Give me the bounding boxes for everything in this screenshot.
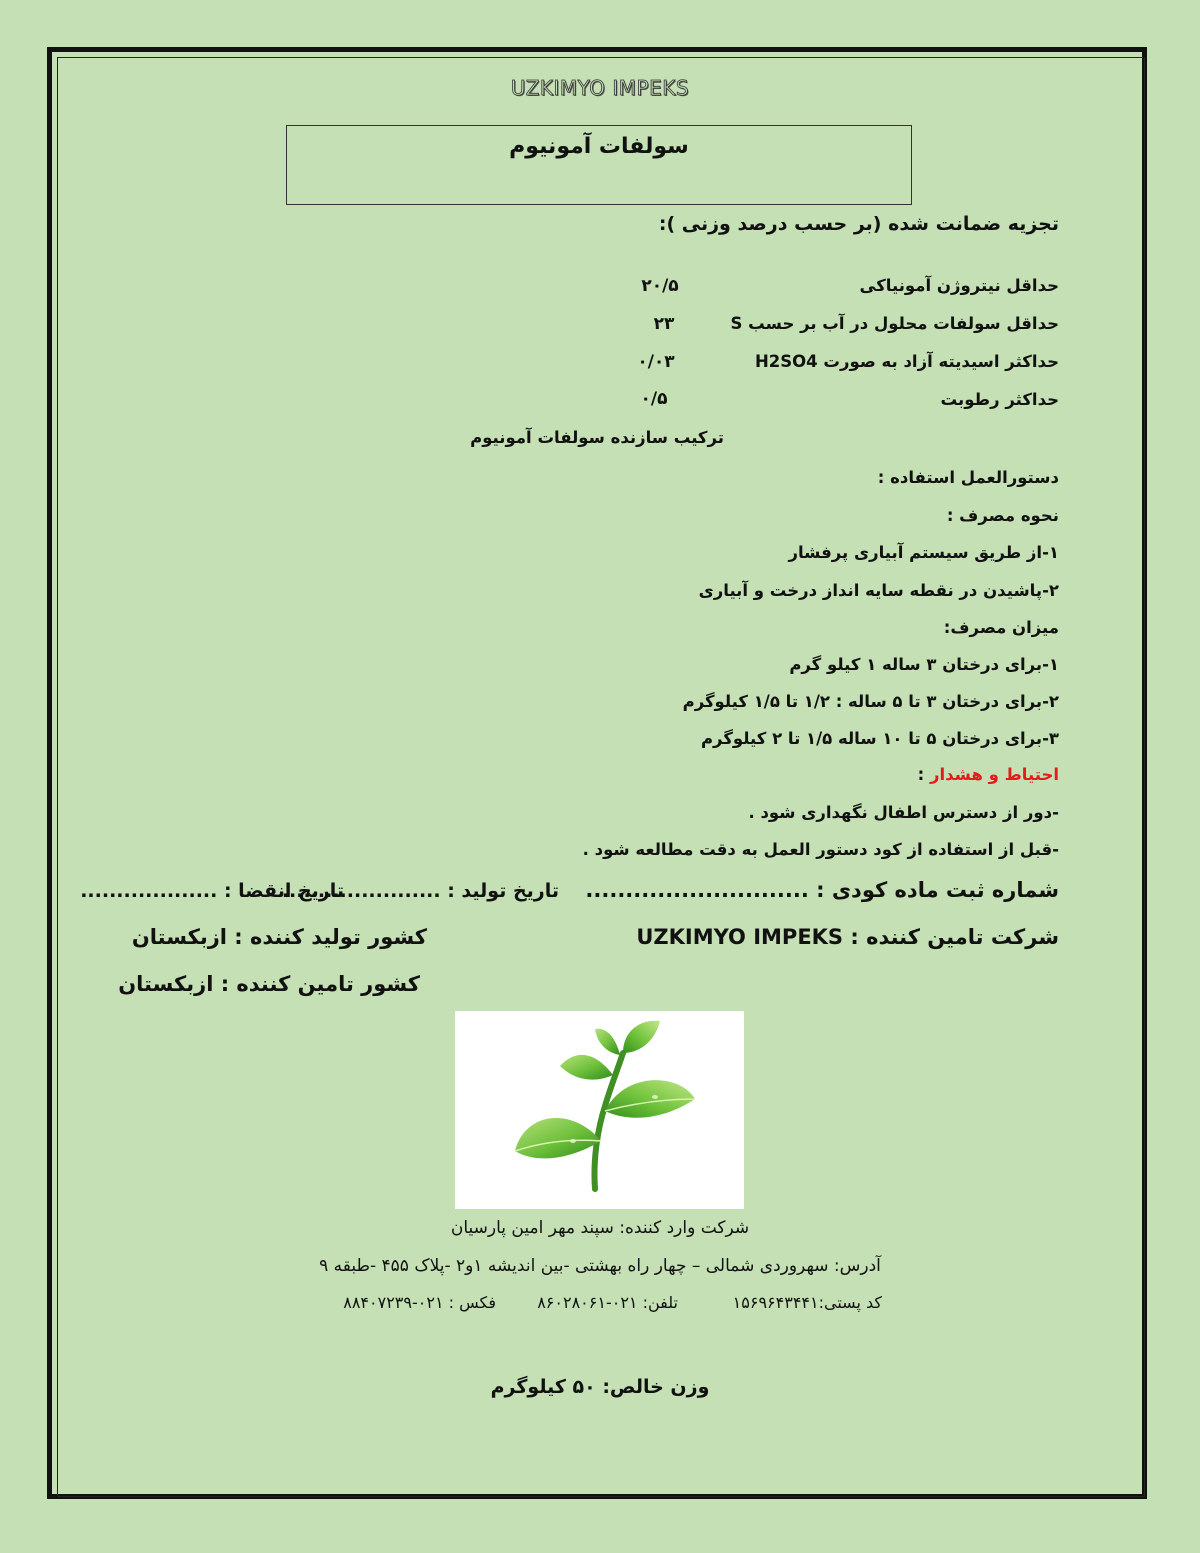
analysis-value-nitrogen: ۲۰/۵ [641, 276, 679, 296]
instructions-heading: دستورالعمل استفاده : [877, 468, 1059, 487]
analysis-label-nitrogen: حداقل نیتروژن آمونیاکی [859, 276, 1059, 295]
warning-colon: : [917, 765, 930, 784]
analysis-value-sulfate: ۲۳ [653, 314, 675, 334]
analysis-label-acidity: حداکثر اسیدیته آزاد به صورت H2SO4 [754, 352, 1059, 371]
warning-heading: احتیاط و هشدار [929, 765, 1059, 784]
method-item-2: ۲-پاشیدن در نقطه سایه انداز درخت و آبیاری [698, 581, 1059, 600]
importer: شرکت وارد کننده: سپند مهر امین پارسیان [450, 1218, 750, 1238]
product-title: سولفات آمونیوم [509, 134, 689, 159]
analysis-heading: تجزیه ضمانت شده (بر حسب درصد وزنی ): [658, 213, 1059, 235]
warning-item-2: -قبل از استفاده از کود دستور العمل به دقت مطالعه شود . [582, 840, 1059, 859]
plant-image [455, 1011, 744, 1209]
brand-heading: UZKIMYO IMPEKS [510, 76, 690, 100]
production-date: تاریخ تولید : ...................... [281, 880, 559, 902]
dosage-heading: میزان مصرف: [943, 618, 1059, 637]
fax: فکس : ۰۲۱-۸۸۴۰۷۲۳۹ [343, 1293, 496, 1312]
analysis-label-sulfate: حداقل سولفات محلول در آب بر حسب S [730, 314, 1059, 333]
dosage-item-1: ۱-برای درختان ۳ ساله ۱ کیلو گرم [789, 655, 1059, 674]
warning-heading-line [918, 765, 1059, 784]
analysis-value-acidity: ۰/۰۳ [637, 352, 675, 372]
composition-caption: ترکیب سازنده سولفات آمونیوم [470, 428, 724, 447]
phone: تلفن: ۰۲۱-۸۶۰۲۸۰۶۱ [537, 1293, 678, 1312]
address: آدرس: سهروردی شمالی – چهار راه بهشتی -بین اندیشه ۱و۲ -پلاک ۴۵۵ -طبقه ۹ [319, 1256, 881, 1276]
analysis-value-moisture: ۰/۵ [640, 389, 668, 409]
postal-code: کد پستی:۱۵۶۹۶۴۳۴۴۱ [732, 1293, 882, 1312]
dosage-item-3: ۳-برای درختان ۵ تا ۱۰ ساله ۱/۵ تا ۲ کیلوگرم [700, 729, 1059, 748]
supplier-country: کشور تامین کننده : ازبکستان [118, 972, 420, 996]
method-item-1: ۱-از طریق سیستم آبیاری پرفشار [788, 543, 1059, 562]
registration-number: شماره ثبت ماده کودی : ............................ [585, 878, 1059, 902]
supplier-company: شرکت تامین کننده : UZKIMYO IMPEKS [636, 925, 1059, 949]
dosage-item-2: ۲-برای درختان ۳ تا ۵ ساله : ۱/۲ تا ۱/۵ کیلوگرم [682, 692, 1059, 711]
plant-leaves-icon [455, 1011, 744, 1209]
expiry-date: تاریخ انقضا : ................... [80, 880, 344, 902]
producer-country: کشور تولید کننده : ازبکستان [131, 925, 427, 949]
warning-item-1: -دور از دسترس اطفال نگهداری شود . [748, 803, 1059, 822]
net-weight: وزن خالص: ۵۰ کیلوگرم [490, 1376, 710, 1398]
method-heading: نحوه مصرف : [946, 506, 1059, 525]
analysis-label-moisture: حداکثر رطوبت [940, 390, 1059, 409]
